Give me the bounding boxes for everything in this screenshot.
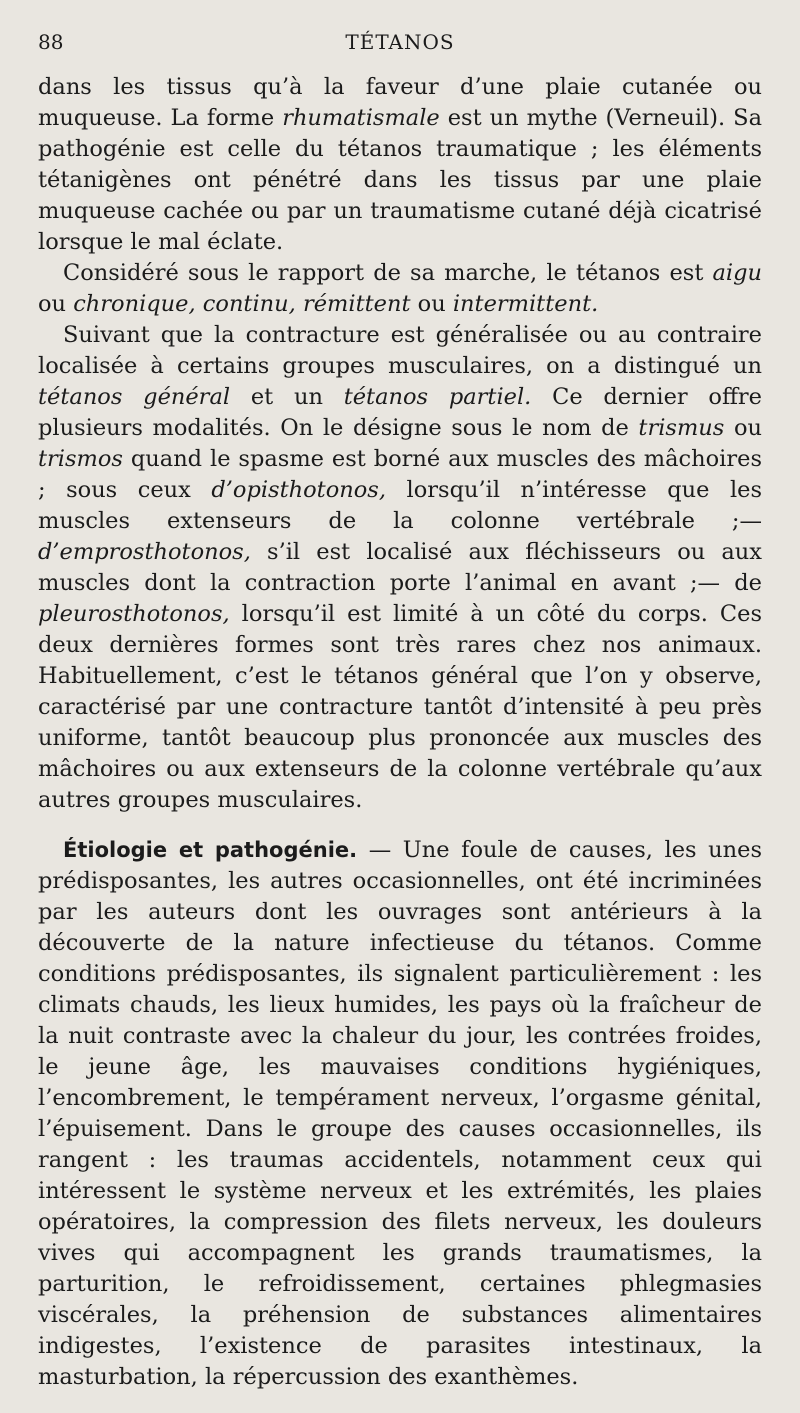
text-run: lorsqu’il n’intéresse que les muscles extenseurs de la colonne vertébrale ;— (38, 477, 762, 534)
text-run: — Une foule de causes, les unes prédisposantes, les autres occasionnelles, ont été incriminées par les auteurs dont les ouvrages sont antérieurs à la découverte de la nature infectieuse du tétanos. Comme conditions prédisposantes, ils signalent particulièrement : les climats chauds, les lieux humides, les pays où la fraîcheur de la nuit contraste avec la chaleur du jour, les contrées froides, le jeune âge, les mauvaises conditions hygiéniques, l’encombrement, le tempérament nerveux, l’orgasme génital, l’épuisement. Dans le groupe des causes occasionnelles, ils rangent : les traumas accidentels, notamment ceux qui intéressent le système nerveux et les extrémités, les plaies opératoires, la compression des filets nerveux, les douleurs vives qui accompagnent les grands traumatismes, la parturition, le refroidissement, certaines phlegmasies viscérales, la préhension de substances alimentaires indigestes, l’existence de parasites intestinaux, la masturbation, la répercussion des exanthèmes. (38, 837, 762, 1390)
text-run: et un (230, 384, 344, 410)
text-run: Suivant que la contracture est généralisée ou au contraire localisée à certains groupes musculaires, on a distingué un (38, 322, 762, 379)
text-run: est un mythe (Verneuil). Sa pathogénie est celle du tétanos traumatique ; les éléments tétanigènes ont pénétré dans les tissus par une plaie muqueuse cachée ou par un traumatisme cutané déjà cicatrisé lorsque le mal éclate. (38, 105, 762, 255)
italic-term: d’emprosthotonos, (38, 539, 251, 565)
italic-term: d’opisthotonos, (211, 477, 387, 503)
text-run: Ce dernier offre plusieurs modalités. On le désigne sous le nom de (38, 384, 762, 441)
italic-term: tétanos partiel. (343, 384, 532, 410)
italic-term: trismos (38, 446, 123, 472)
text-run: Considéré sous le rapport de sa marche, le tétanos est (63, 260, 713, 286)
paragraph-3 (38, 320, 762, 816)
text-run: quand le spasme est borné aux muscles des mâchoires ; sous ceux (38, 446, 762, 503)
italic-term: tétanos général (38, 384, 231, 410)
page-header (38, 30, 762, 60)
body-text (38, 72, 762, 1393)
italic-term: pleurosthotonos, (38, 601, 230, 627)
text-run: ou (410, 291, 453, 317)
paragraph-etiologie (38, 835, 762, 1393)
section-heading: Étiologie et pathogénie. (63, 838, 358, 862)
text-run: lorsqu’il est limité à un côté du corps. Ces deux dernières formes sont très rares chez nos animaux. Habituellement, c’est le tétanos général que l’on y observe, caractérisé par une contracture tantôt d’intensité à peu près uniforme, tantôt beaucoup plus prononcée aux muscles des mâchoires ou aux extenseurs de la colonne vertébrale qu’aux autres groupes musculaires. (38, 601, 762, 813)
running-title: TÉTANOS (345, 30, 455, 54)
text-run: ou (724, 415, 762, 441)
paragraph-1 (38, 72, 762, 258)
italic-term: aigu (712, 260, 762, 286)
text-run: dans les tissus qu’à la faveur d’une plaie cutanée ou muqueuse. La forme (38, 74, 762, 131)
text-run: ou (38, 291, 74, 317)
italic-term: rhumatismale (282, 105, 440, 131)
italic-term: intermittent. (452, 291, 599, 317)
text-run: s’il est localisé aux fléchisseurs ou aux muscles dont la contraction porte l’animal en avant ;— de (38, 539, 762, 596)
page-number: 88 (38, 30, 64, 54)
italic-term: chronique, continu, rémittent (73, 291, 411, 317)
paragraph-2 (38, 258, 762, 320)
italic-term: trismus (638, 415, 725, 441)
